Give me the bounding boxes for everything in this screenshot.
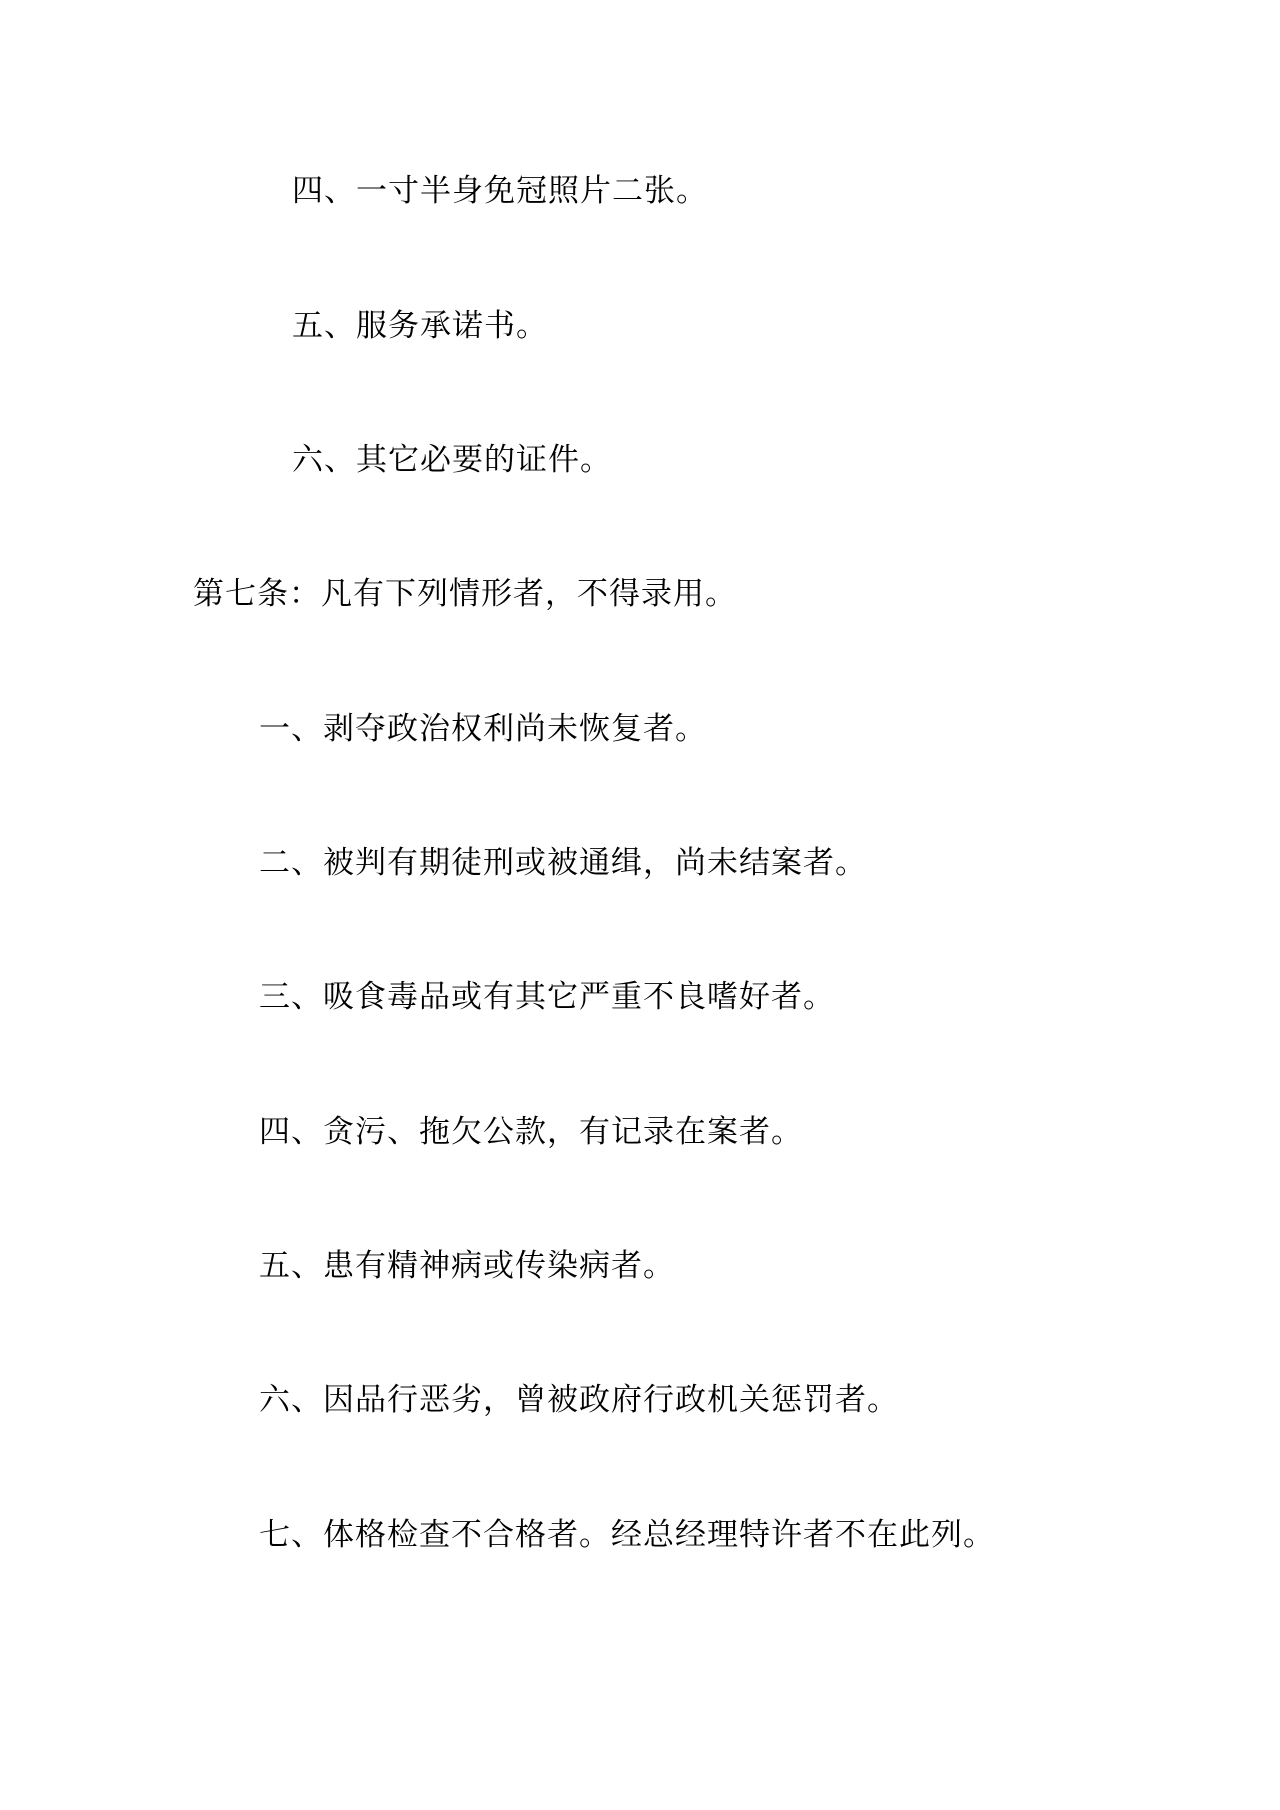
list-item-photos: 四、一寸半身免冠照片二张。 xyxy=(292,173,708,209)
list-item-political-rights: 一、剥夺政治权利尚未恢复者。 xyxy=(259,711,707,747)
list-item-embezzlement: 四、贪污、拖欠公款，有记录在案者。 xyxy=(259,1114,803,1150)
list-item-service-commitment: 五、服务承诺书。 xyxy=(292,308,548,344)
list-item-criminal-record: 二、被判有期徒刑或被通缉，尚未结案者。 xyxy=(259,845,867,881)
list-item-other-documents: 六、其它必要的证件。 xyxy=(292,442,612,478)
list-item-physical-exam: 七、体格检查不合格者。经总经理特许者不在此列。 xyxy=(259,1517,995,1553)
article-seven-heading: 第七条：凡有下列情形者，不得录用。 xyxy=(193,576,737,612)
list-item-illness: 五、患有精神病或传染病者。 xyxy=(259,1248,675,1284)
list-item-drug-use: 三、吸食毒品或有其它严重不良嗜好者。 xyxy=(259,979,835,1015)
list-item-misconduct: 六、因品行恶劣，曾被政府行政机关惩罚者。 xyxy=(259,1382,899,1418)
